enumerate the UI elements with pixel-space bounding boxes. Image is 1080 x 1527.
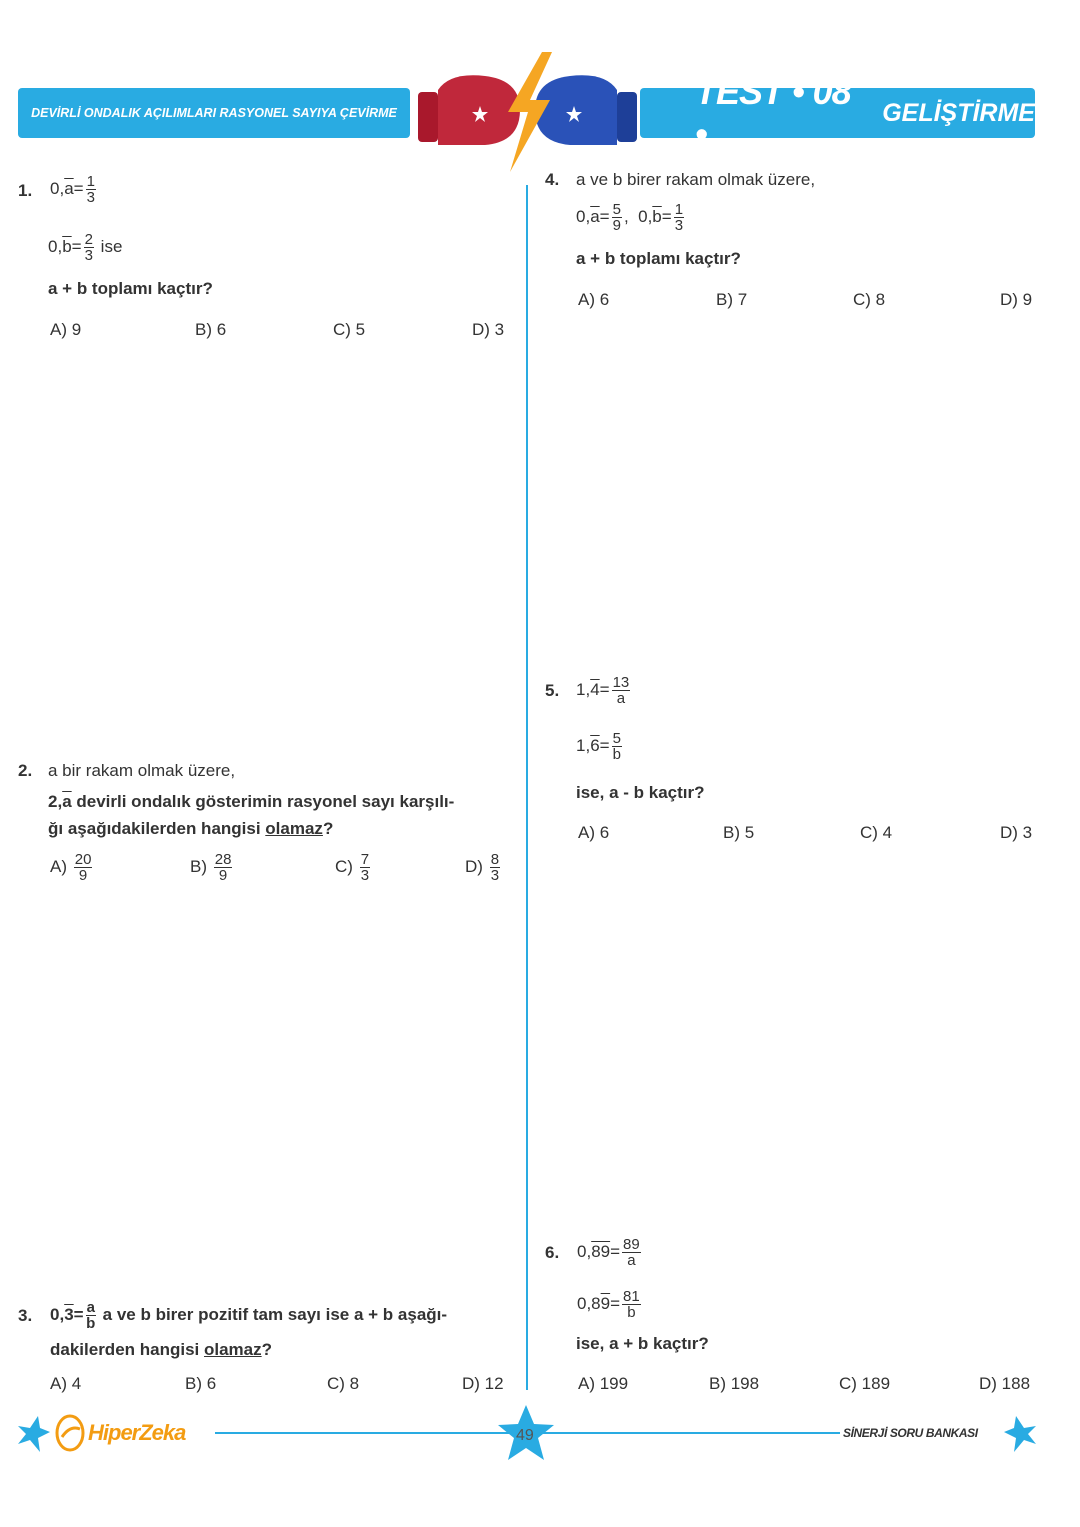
math-part: 1,: [576, 735, 591, 755]
option-a[interactable]: A) 199: [578, 1374, 629, 1393]
option-a[interactable]: A) 6: [578, 823, 610, 842]
math-part: 9: [612, 217, 621, 234]
math-part: 2,: [48, 792, 63, 811]
math-part: a: [616, 690, 626, 707]
math-part: $\overline{a}$: [64, 178, 74, 198]
math-part: $\overline{a}$: [62, 792, 72, 811]
math-part: 1,: [576, 679, 591, 699]
math-part: 2: [84, 231, 93, 248]
math-part: 0,: [638, 206, 653, 226]
math-part: 9: [600, 1293, 611, 1313]
math-part: 5: [612, 730, 621, 747]
math-part: 3: [64, 1304, 74, 1324]
question-number: 5.: [545, 681, 560, 700]
fraction: [490, 852, 500, 883]
math-part: 3: [84, 247, 93, 264]
fraction: [360, 852, 370, 883]
math-part: 0,: [48, 236, 63, 256]
question-number: 6.: [545, 1243, 560, 1262]
math-part: 3: [674, 217, 684, 234]
topic-banner: [18, 88, 410, 138]
math-part: olamaz: [204, 1340, 262, 1359]
option-b[interactable]: B) 5: [723, 823, 755, 842]
option-a[interactable]: A) 9: [50, 320, 82, 339]
math-part: 0,: [50, 178, 65, 198]
column-divider: [526, 185, 528, 1390]
question-number: 1.: [18, 181, 33, 200]
math-part: 7: [360, 851, 370, 868]
option-a[interactable]: A) 4: [50, 1374, 82, 1393]
math-part: C): [335, 856, 353, 876]
question-text-2: [48, 819, 333, 839]
math-part: ?: [261, 1340, 273, 1359]
fraction: [622, 1237, 641, 1268]
option-b[interactable]: B) 6: [195, 320, 227, 339]
math-part: b: [612, 746, 621, 763]
math-part: 6: [590, 735, 600, 755]
boxing-gloves-icon: [410, 50, 645, 175]
fraction: [74, 852, 93, 883]
option-d[interactable]: D) 12: [462, 1374, 504, 1393]
math-part: b: [86, 1315, 96, 1332]
math-part: 9: [218, 867, 228, 884]
math-part: =: [73, 1304, 84, 1324]
math-part: a: [627, 1252, 636, 1269]
option-b[interactable]: B) 6: [185, 1374, 217, 1393]
math-part: 3: [490, 867, 500, 884]
math-part: $\overline{a}$: [590, 206, 600, 226]
option-b[interactable]: [190, 852, 234, 883]
math-part: b: [627, 1304, 636, 1321]
math-part: 1: [86, 173, 95, 190]
question-text-2: [50, 1340, 272, 1360]
q4-expression: [576, 202, 686, 233]
math-part: =: [599, 206, 610, 226]
question-text: ise, a + b kaçtır?: [576, 1334, 709, 1353]
math-part: 28: [214, 851, 232, 868]
math-part: =: [661, 206, 672, 226]
option-d[interactable]: D) 9: [1000, 290, 1033, 309]
test-level: GELİŞTİRME: [882, 98, 1035, 127]
star-icon: [1004, 1414, 1038, 1454]
math-part: 20: [74, 851, 92, 868]
question-intro: a ve b birer rakam olmak üzere,: [576, 170, 816, 189]
math-part: 89: [591, 1241, 611, 1261]
math-part: =: [71, 236, 82, 256]
math-part: 1: [674, 201, 684, 218]
math-part: A): [50, 856, 67, 876]
test-number: TEST • 08 •: [695, 71, 851, 154]
option-c[interactable]: C) 189: [839, 1374, 891, 1393]
option-c[interactable]: C) 4: [860, 823, 893, 842]
math-part: ,: [623, 206, 639, 226]
question-text: a + b toplamı kaçtır?: [48, 279, 213, 298]
math-part: 0,: [50, 1304, 65, 1324]
math-part: ?: [322, 819, 334, 838]
option-c[interactable]: [335, 852, 372, 883]
math-part: 3: [360, 867, 370, 884]
fraction: [612, 202, 622, 233]
option-a[interactable]: [50, 852, 94, 883]
math-part: ise: [95, 236, 123, 256]
math-part: $\overline{b}$: [62, 236, 72, 256]
math-part: =: [610, 1241, 621, 1261]
option-d[interactable]: D) 3: [472, 320, 505, 339]
fraction: [622, 1289, 641, 1320]
math-part: 8: [490, 851, 500, 868]
math-part: 0,: [577, 1241, 592, 1261]
fraction: [612, 675, 631, 706]
option-a[interactable]: A) 6: [578, 290, 610, 309]
math-part: a: [86, 1299, 95, 1316]
option-b[interactable]: B) 7: [716, 290, 748, 309]
math-part: 0,8: [577, 1293, 601, 1313]
q5-expression-2: [576, 731, 624, 762]
option-b[interactable]: B) 198: [709, 1374, 760, 1393]
page-number: 49: [516, 1427, 534, 1444]
question-intro: a bir rakam olmak üzere,: [48, 761, 236, 780]
math-part: =: [610, 1293, 621, 1313]
math-part: =: [73, 178, 84, 198]
option-d[interactable]: [465, 852, 502, 883]
fraction: [674, 202, 684, 233]
math-part: $\overline{b}$: [652, 206, 662, 226]
question-text: [50, 1300, 447, 1331]
logo-icon: [54, 1413, 88, 1453]
option-d[interactable]: D) 3: [1000, 823, 1033, 842]
question-text: a + b toplamı kaçtır?: [576, 249, 741, 268]
math-part: 5: [612, 201, 621, 218]
q6-expression-1: [577, 1237, 643, 1268]
fraction: [84, 232, 94, 263]
fraction: [612, 731, 622, 762]
math-part: =: [599, 679, 610, 699]
option-c[interactable]: C) 8: [853, 290, 886, 309]
math-part: 89: [623, 1236, 640, 1253]
math-part: D): [465, 856, 483, 876]
math-part: 13: [612, 674, 630, 691]
q6-expression-2: [577, 1289, 643, 1320]
topic-title: DEVİRLİ ONDALIK AÇILIMLARI RASYONEL SAYIYA ÇEVİRME: [31, 106, 397, 120]
math-part: 4: [590, 679, 600, 699]
brand-logo: HiperZeka: [88, 1420, 186, 1445]
question-number: 2.: [18, 761, 33, 780]
question-text: ise, a - b kaçtır?: [576, 783, 705, 802]
option-d[interactable]: D) 188: [979, 1374, 1031, 1393]
math-part: a ve b birer pozitif tam sayı ise a + b aşağı-: [97, 1304, 448, 1324]
option-c[interactable]: C) 5: [333, 320, 366, 339]
fraction: [86, 1300, 96, 1331]
math-part: dakilerden hangisi: [50, 1340, 204, 1359]
math-part: 3: [86, 189, 95, 206]
q5-expression-1: [576, 675, 632, 706]
option-c[interactable]: C) 8: [327, 1374, 360, 1393]
question-number: 3.: [18, 1306, 33, 1325]
q1-expression-2: [48, 232, 122, 263]
math-part: =: [599, 735, 610, 755]
math-part: olamaz: [265, 819, 323, 838]
math-part: 81: [623, 1288, 640, 1305]
math-part: devirli ondalık gösterimin rasyonel sayı karşılı-: [71, 792, 455, 811]
test-banner: [640, 71, 1035, 154]
math-part: 9: [78, 867, 88, 884]
question-text: [48, 792, 454, 812]
fraction: [86, 174, 96, 205]
star-icon: [16, 1414, 50, 1454]
fraction: [214, 852, 233, 883]
series-title: SİNERJİ SORU BANKASI: [843, 1426, 978, 1440]
math-part: ğı aşağıdakilerden hangisi: [48, 819, 266, 838]
math-part: 0,: [576, 206, 591, 226]
q1-expression-1: [50, 174, 98, 205]
math-part: B): [190, 856, 207, 876]
question-number: 4.: [545, 170, 560, 189]
